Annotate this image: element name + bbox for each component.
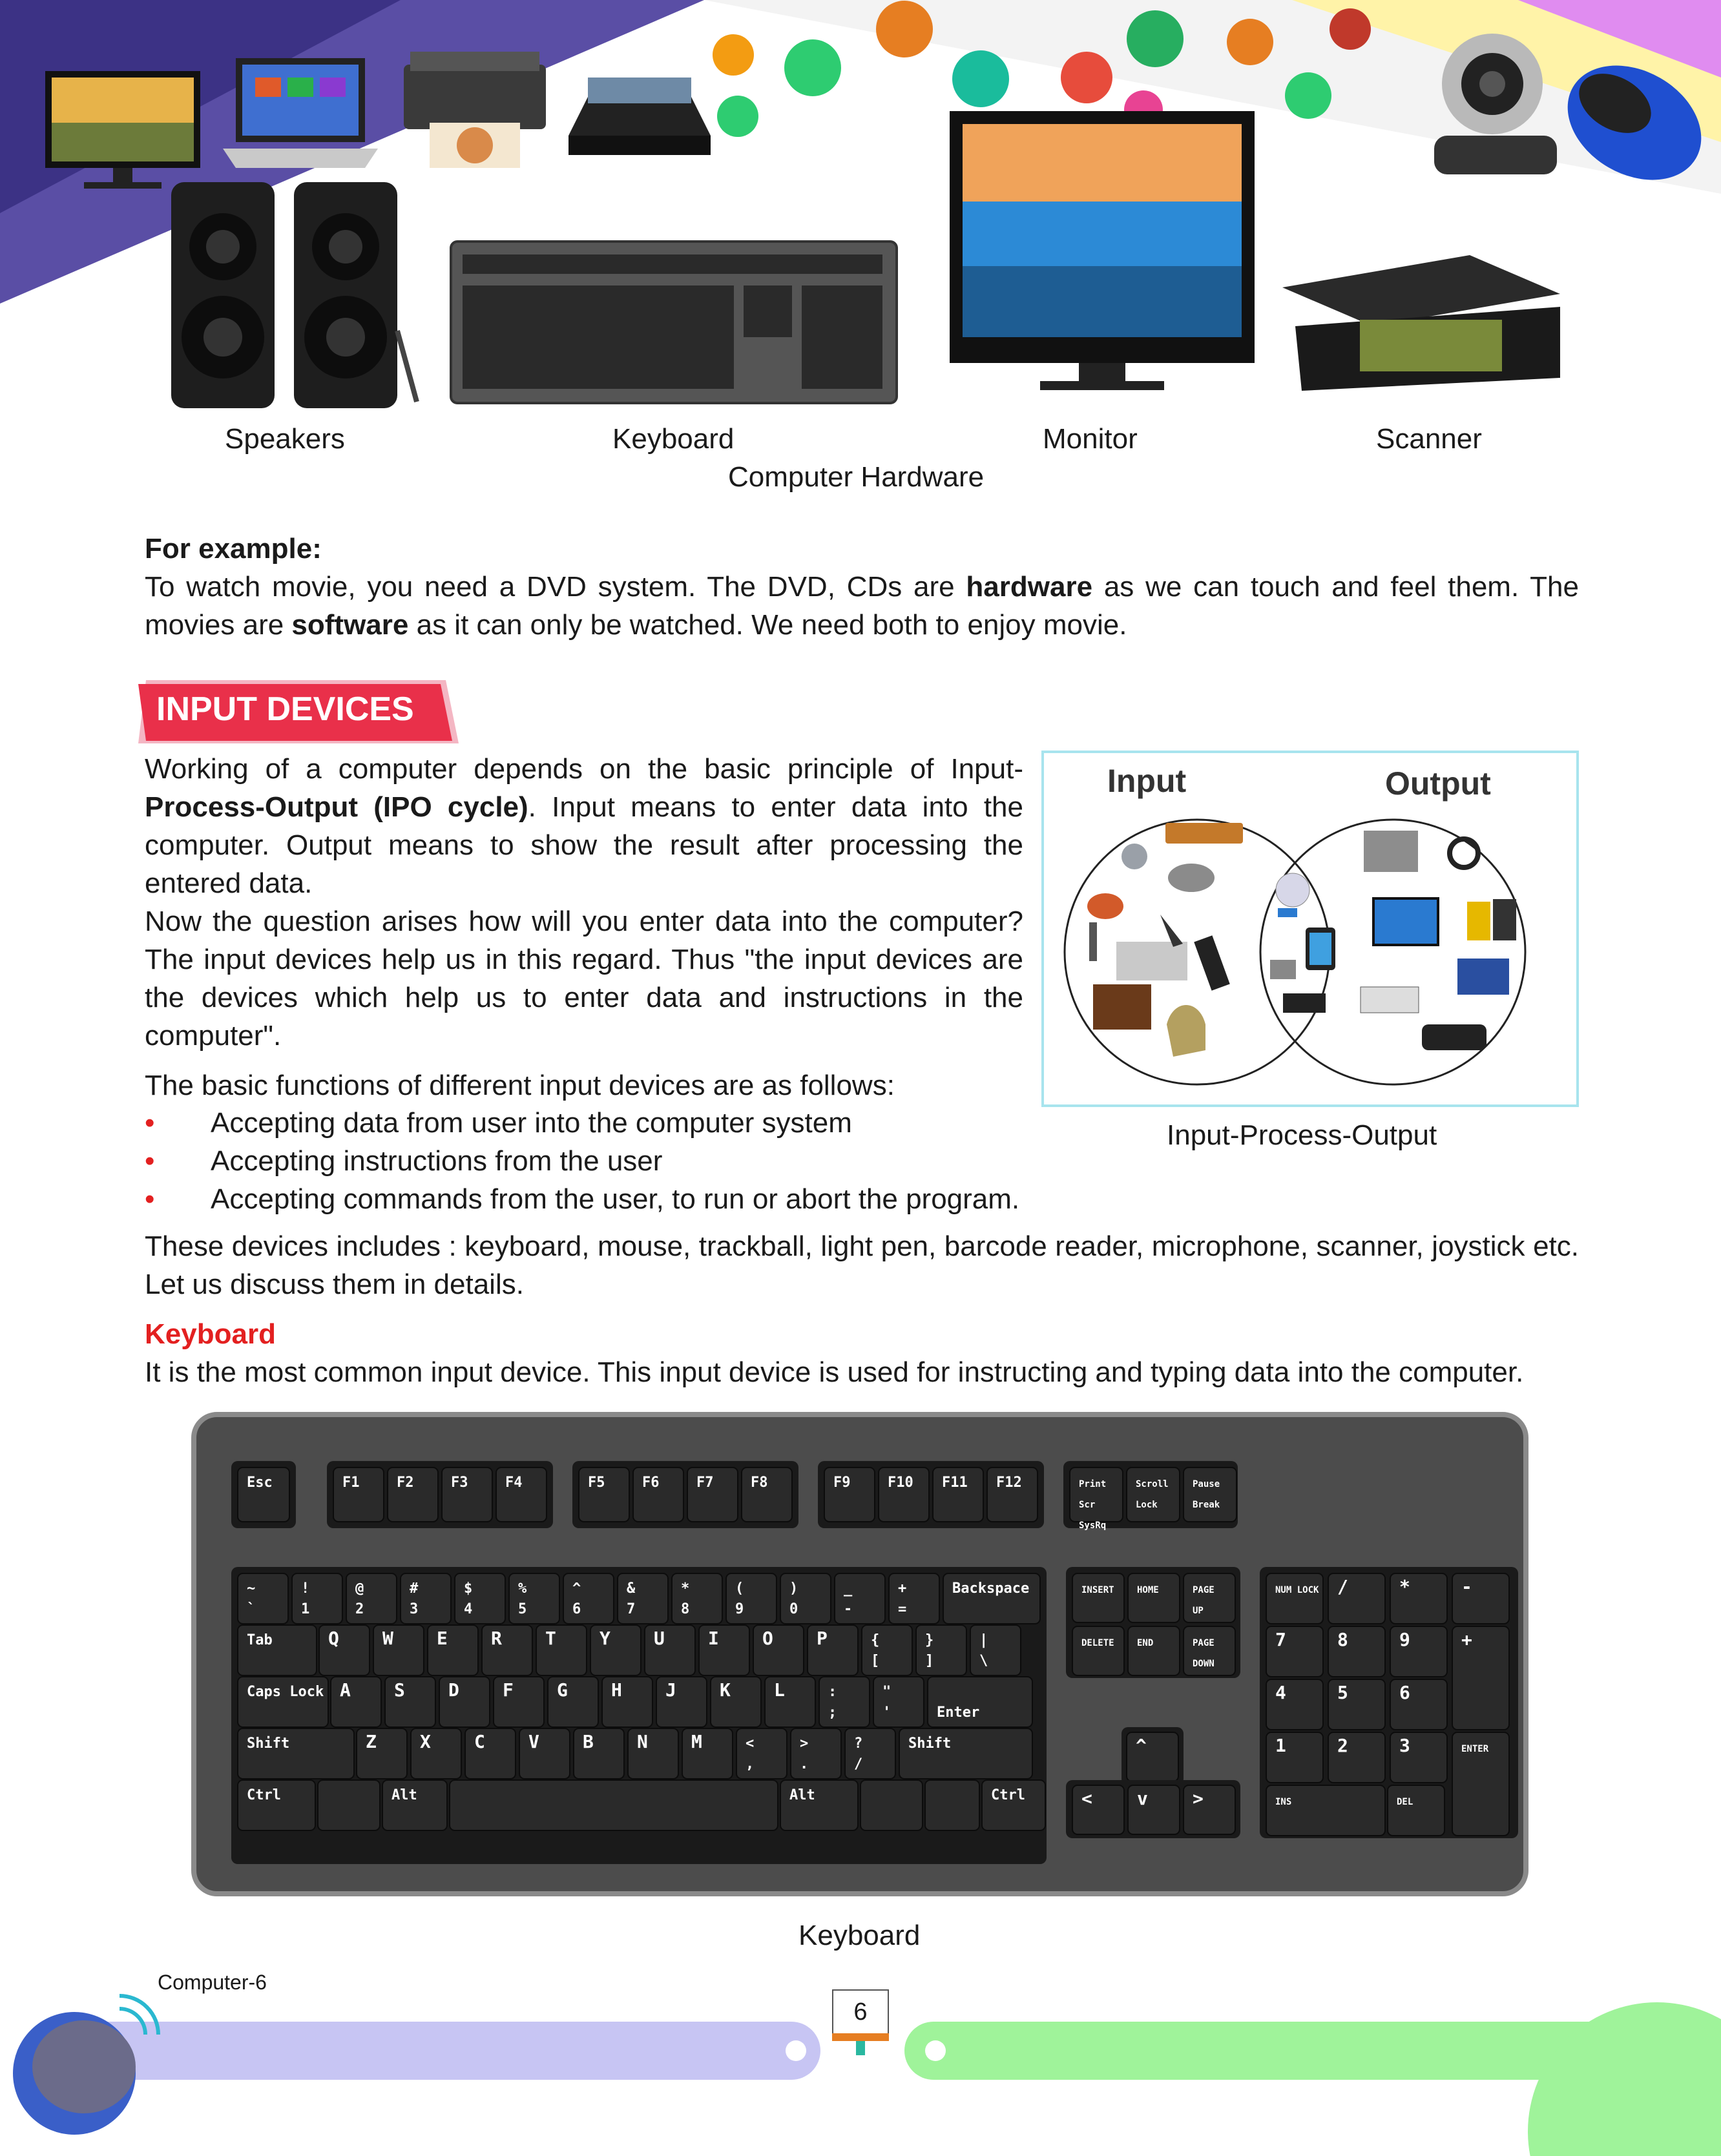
key-nav-5-label: PAGE bbox=[1193, 1638, 1215, 1648]
key-num-12-label: = bbox=[898, 1601, 907, 1617]
keyboard-heading: Keyboard bbox=[145, 1318, 276, 1350]
key-numpad-5-label: 8 bbox=[1337, 1629, 1348, 1650]
key-num-11 bbox=[835, 1573, 885, 1624]
key-l bbox=[765, 1677, 815, 1727]
key-arrow-up bbox=[1127, 1732, 1178, 1781]
key-num-12 bbox=[889, 1573, 939, 1624]
key-num-6-label: 6 bbox=[572, 1601, 581, 1617]
key-shift-right-label: Shift bbox=[908, 1736, 952, 1752]
mouse-icon bbox=[1227, 19, 1273, 65]
key-numpad-del-label: DEL bbox=[1397, 1797, 1413, 1807]
key-nav-1-label: HOME bbox=[1137, 1585, 1159, 1595]
key-e-label: E bbox=[437, 1628, 448, 1649]
key-sym-z-1-label: . bbox=[800, 1756, 809, 1772]
key-num-3-label: # bbox=[410, 1581, 419, 1597]
lightpen-device-icon bbox=[1089, 922, 1097, 961]
key-nav-2-label: UP bbox=[1193, 1606, 1204, 1616]
ipo-output-label: Output bbox=[1385, 765, 1491, 802]
intro-paragraph: Working of a computer depends on the basic principle of Input-Process-Output (IPO cycle). Input means to enter data into the computer. Output means to show the result after processing the entered data. bbox=[145, 753, 1024, 899]
key-win-right bbox=[860, 1780, 923, 1830]
key-f1-label: F1 bbox=[342, 1475, 360, 1491]
key-r-label: R bbox=[491, 1628, 502, 1649]
key-l-label: L bbox=[774, 1679, 785, 1701]
key-ctrl-right-label: Ctrl bbox=[991, 1787, 1025, 1803]
key-f8-label: F8 bbox=[751, 1475, 768, 1491]
chart-icon bbox=[717, 96, 758, 137]
example-block bbox=[145, 530, 1579, 644]
key-numpad-8-label: 4 bbox=[1275, 1682, 1286, 1703]
key-g-label: G bbox=[557, 1679, 568, 1701]
key-sym-z-2 bbox=[845, 1728, 895, 1779]
key-num-3 bbox=[401, 1573, 451, 1624]
plotter-device-icon bbox=[1361, 987, 1419, 1013]
key-num-3-label: 3 bbox=[410, 1601, 419, 1617]
key-nav-1 bbox=[1128, 1573, 1180, 1622]
scanner-device-icon bbox=[1093, 984, 1151, 1030]
functions-list bbox=[145, 1104, 1049, 1218]
keyboard-caption: Keyboard bbox=[798, 1920, 921, 1951]
key-i bbox=[699, 1625, 749, 1675]
speaker-device-icon bbox=[1493, 899, 1516, 940]
key-num-9-label: ( bbox=[735, 1581, 744, 1597]
key-f6-label: F6 bbox=[642, 1475, 660, 1491]
key-sym-z-2-label: ? bbox=[854, 1736, 863, 1752]
key-num-12-label: + bbox=[898, 1581, 907, 1597]
key-num-8 bbox=[672, 1573, 722, 1624]
touchpad-device-icon bbox=[1116, 942, 1187, 980]
key-num-5 bbox=[509, 1573, 559, 1624]
key-enter-label: Enter bbox=[937, 1705, 980, 1721]
key-num-2-label: @ bbox=[355, 1581, 364, 1597]
key-win-left bbox=[318, 1780, 380, 1830]
key-nav-0-label: INSERT bbox=[1081, 1585, 1114, 1595]
key-a bbox=[331, 1677, 381, 1727]
key-num-1 bbox=[292, 1573, 342, 1624]
usb-device-icon bbox=[1278, 908, 1297, 917]
upload-icon bbox=[876, 1, 933, 57]
question-paragraph: Now the question arises how will you enter data into the computer? The input devices help us in this regard. Thus "the input devices are the devices which help us to enter data and instructions in the computer". bbox=[145, 906, 1023, 1052]
key-z-label: Z bbox=[366, 1731, 377, 1752]
key-sys-0-label: Scr bbox=[1079, 1500, 1096, 1510]
key-numpad-del bbox=[1388, 1785, 1445, 1836]
scanner-image bbox=[1276, 249, 1573, 404]
monitor-device-icon bbox=[1373, 898, 1438, 945]
key-num-7 bbox=[618, 1573, 668, 1624]
keyboard-device-icon bbox=[1165, 823, 1243, 844]
key-num-7-label: & bbox=[627, 1581, 636, 1597]
key-arrow-2-label: > bbox=[1193, 1788, 1204, 1809]
key-sym-q-1-label: } bbox=[925, 1632, 934, 1648]
key-numpad-1-label: / bbox=[1337, 1576, 1348, 1597]
key-numpad-12-label: 2 bbox=[1337, 1735, 1348, 1756]
key-sym-z-0-label: , bbox=[746, 1756, 755, 1772]
key-o-label: O bbox=[762, 1628, 773, 1649]
laptop-image bbox=[216, 52, 384, 181]
key-num-11-label: _ bbox=[844, 1581, 853, 1597]
key-shift-left-label: Shift bbox=[247, 1736, 290, 1752]
caption-speakers: Speakers bbox=[225, 423, 345, 455]
key-f bbox=[494, 1677, 544, 1727]
key-sys-1-label: Scroll bbox=[1136, 1479, 1169, 1489]
key-num-1-label: 1 bbox=[301, 1601, 310, 1617]
key-num-1-label: ! bbox=[301, 1581, 310, 1597]
key-p-label: P bbox=[817, 1628, 828, 1649]
mouse-device-icon bbox=[1168, 864, 1215, 892]
key-f3-label: F3 bbox=[451, 1475, 468, 1491]
list-item: • Accepting data from user into the computer system bbox=[145, 1104, 1049, 1142]
key-sys-0 bbox=[1070, 1467, 1123, 1522]
key-num-10-label: 0 bbox=[789, 1601, 798, 1617]
key-m-label: M bbox=[691, 1731, 702, 1752]
key-n-label: N bbox=[637, 1731, 648, 1752]
projector-device-icon bbox=[1422, 1024, 1486, 1050]
key-x-label: X bbox=[420, 1731, 431, 1752]
key-num-0-label: ` bbox=[247, 1601, 256, 1617]
example-paragraph: To watch movie, you need a DVD system. The DVD, CDs are hardware as we can touch and feel them. The movies are software as it can only be watched. We need both to enjoy movie. bbox=[145, 571, 1579, 641]
key-f4-label: F4 bbox=[505, 1475, 523, 1491]
key-backspace-label: Backspace bbox=[952, 1581, 1030, 1597]
glove-device-icon bbox=[1167, 1005, 1205, 1057]
key-sym-z-2-label: / bbox=[854, 1756, 863, 1772]
key-v bbox=[519, 1728, 570, 1779]
monitor-image bbox=[950, 111, 1260, 395]
printer-device-icon bbox=[1364, 831, 1418, 872]
key-nav-4 bbox=[1128, 1626, 1180, 1675]
page-stand bbox=[832, 2033, 889, 2041]
key-q bbox=[319, 1625, 370, 1675]
keyboard-text: It is the most common input device. This input device is used for instructing and typing data into the computer. bbox=[145, 1356, 1524, 1388]
key-i-label: I bbox=[708, 1628, 719, 1649]
key-tab-label: Tab bbox=[247, 1632, 273, 1648]
bullet-icon: • bbox=[145, 1107, 155, 1139]
key-w bbox=[373, 1625, 424, 1675]
key-numpad-ins-label: INS bbox=[1275, 1797, 1292, 1807]
key-sys-0-label: SysRq bbox=[1079, 1520, 1107, 1531]
key-o bbox=[753, 1625, 804, 1675]
key-num-2 bbox=[346, 1573, 397, 1624]
key-num-7-label: 7 bbox=[627, 1601, 636, 1617]
key-space bbox=[450, 1780, 778, 1830]
key-d-label: D bbox=[448, 1679, 459, 1701]
mouse-image bbox=[1544, 39, 1718, 194]
keyboard-small-image bbox=[450, 240, 898, 404]
section-heading: INPUT DEVICES bbox=[156, 690, 414, 728]
key-sym-q-1-label: ] bbox=[925, 1653, 934, 1669]
laser-printer-device-icon bbox=[1457, 959, 1509, 995]
key-a-label: A bbox=[340, 1679, 351, 1701]
key-h bbox=[602, 1677, 652, 1727]
key-t-label: T bbox=[545, 1628, 556, 1649]
key-num-10-label: ) bbox=[789, 1581, 798, 1597]
key-sym-q-2-label: \ bbox=[979, 1653, 988, 1669]
key-sym-q-2-label: | bbox=[979, 1632, 988, 1648]
trackball-device-icon bbox=[1087, 893, 1123, 919]
caption-scanner: Scanner bbox=[1376, 423, 1482, 455]
key-sym-q-0 bbox=[862, 1625, 912, 1675]
functions-intro: The basic functions of different input devices are as follows: bbox=[145, 1070, 895, 1101]
key-r bbox=[482, 1625, 532, 1675]
key-x bbox=[411, 1728, 461, 1779]
gears-icon bbox=[1061, 52, 1112, 103]
key-n bbox=[628, 1728, 678, 1779]
key-menu bbox=[925, 1780, 979, 1830]
ipo-input-label: Input bbox=[1107, 763, 1187, 799]
key-u bbox=[645, 1625, 695, 1675]
speakers-image bbox=[165, 176, 423, 415]
key-d bbox=[439, 1677, 490, 1727]
key-u-label: U bbox=[654, 1628, 665, 1649]
key-nav-0 bbox=[1072, 1573, 1124, 1622]
globe-icon bbox=[784, 39, 841, 96]
monitor-small-image bbox=[39, 65, 207, 194]
key-num-4-label: 4 bbox=[464, 1601, 473, 1617]
key-sym-z-0-label: < bbox=[746, 1736, 755, 1752]
key-num-0-label: ~ bbox=[247, 1581, 256, 1597]
key-j bbox=[656, 1677, 707, 1727]
network-icon bbox=[1127, 10, 1184, 67]
key-numpad-4-label: 7 bbox=[1275, 1629, 1286, 1650]
key-q-label: Q bbox=[328, 1628, 339, 1649]
devices-paragraph: These devices includes : keyboard, mouse, trackball, light pen, barcode reader, microphone, scanner, joystick etc. Let us discuss them in details. bbox=[145, 1230, 1579, 1300]
bullet-icon: • bbox=[145, 1145, 155, 1177]
cd-device-icon bbox=[1276, 873, 1309, 907]
key-num-2-label: 2 bbox=[355, 1601, 364, 1617]
key-numpad-plus-label: + bbox=[1461, 1629, 1472, 1650]
folder-icon bbox=[1330, 8, 1371, 50]
key-m bbox=[682, 1728, 733, 1779]
key-arrow-1 bbox=[1128, 1785, 1180, 1834]
key-arrow-2 bbox=[1184, 1785, 1235, 1834]
list-item: • Accepting instructions from the user bbox=[145, 1142, 1049, 1180]
key-s bbox=[385, 1677, 435, 1727]
key-sys-2-label: Pause bbox=[1193, 1479, 1220, 1489]
key-sym-z-0 bbox=[736, 1728, 787, 1779]
key-num-8-label: 8 bbox=[681, 1601, 690, 1617]
key-nav-2-label: PAGE bbox=[1193, 1585, 1215, 1595]
key-sym-q-0-label: { bbox=[871, 1632, 880, 1648]
key-sym-a-0-label: : bbox=[828, 1684, 837, 1700]
key-num-5-label: % bbox=[518, 1581, 527, 1597]
flatbed-scanner-image bbox=[562, 58, 717, 174]
key-numpad-6-label: 9 bbox=[1399, 1629, 1410, 1650]
caption-computer-hardware: Computer Hardware bbox=[728, 461, 985, 493]
footer-book-title: Computer-6 bbox=[158, 1971, 267, 1994]
key-num-5-label: 5 bbox=[518, 1601, 527, 1617]
key-sys-1 bbox=[1127, 1467, 1180, 1522]
key-f5-label: F5 bbox=[588, 1475, 605, 1491]
key-s-label: S bbox=[394, 1679, 405, 1701]
key-esc-label: Esc bbox=[247, 1475, 273, 1491]
key-f9-label: F9 bbox=[833, 1475, 851, 1491]
key-num-8-label: * bbox=[681, 1581, 690, 1597]
key-alt-right-label: Alt bbox=[789, 1787, 815, 1803]
key-f10-label: F10 bbox=[888, 1475, 913, 1491]
chart-icon bbox=[1285, 72, 1331, 119]
ipo-figure bbox=[1041, 751, 1579, 1107]
key-sym-a-1-label: ' bbox=[882, 1705, 892, 1721]
key-numpad-9-label: 5 bbox=[1337, 1682, 1348, 1703]
mouse-icon bbox=[713, 34, 754, 76]
key-k bbox=[711, 1677, 761, 1727]
key-b bbox=[574, 1728, 624, 1779]
key-f12-label: F12 bbox=[996, 1475, 1022, 1491]
key-z bbox=[357, 1728, 407, 1779]
key-y bbox=[590, 1625, 641, 1675]
key-nav-3 bbox=[1072, 1626, 1124, 1675]
ipo-caption: Input-Process-Output bbox=[1167, 1119, 1437, 1151]
key-numpad-ins bbox=[1266, 1785, 1385, 1836]
speaker-device-icon bbox=[1467, 902, 1490, 940]
printer-image bbox=[391, 39, 559, 174]
bullet-icon: • bbox=[145, 1183, 155, 1215]
key-sys-1-label: Lock bbox=[1136, 1500, 1158, 1510]
key-ctrl-left-label: Ctrl bbox=[247, 1787, 281, 1803]
key-arrow-up-label: ^ bbox=[1136, 1735, 1147, 1756]
key-v-label: V bbox=[528, 1731, 539, 1752]
key-g bbox=[548, 1677, 598, 1727]
key-num-6-label: ^ bbox=[572, 1581, 581, 1597]
key-sym-z-1 bbox=[791, 1728, 841, 1779]
key-nav-4-label: END bbox=[1137, 1638, 1154, 1648]
key-h-label: H bbox=[611, 1679, 622, 1701]
key-nav-2 bbox=[1184, 1573, 1235, 1622]
key-j-label: J bbox=[665, 1679, 676, 1701]
key-num-10 bbox=[780, 1573, 831, 1624]
key-arrow-0-label: < bbox=[1081, 1788, 1092, 1809]
key-num-11-label: - bbox=[844, 1601, 853, 1617]
key-numpad-0 bbox=[1266, 1573, 1323, 1624]
key-alt-left-label: Alt bbox=[391, 1787, 417, 1803]
key-sym-q-0-label: [ bbox=[871, 1653, 880, 1669]
key-numpad-13-label: 3 bbox=[1399, 1735, 1410, 1756]
key-y-label: Y bbox=[600, 1628, 610, 1649]
key-sys-0-label: Print bbox=[1079, 1479, 1107, 1489]
key-sym-a-1-label: " bbox=[882, 1684, 892, 1700]
key-sym-a-1 bbox=[873, 1677, 924, 1727]
key-t bbox=[536, 1625, 587, 1675]
key-f7-label: F7 bbox=[696, 1475, 714, 1491]
webcam-device-icon bbox=[1121, 844, 1147, 869]
key-num-0 bbox=[238, 1573, 288, 1624]
caption-keyboard: Keyboard bbox=[612, 423, 735, 455]
key-numpad-enter-label: ENTER bbox=[1461, 1744, 1489, 1754]
key-sys-2-label: Break bbox=[1193, 1500, 1220, 1510]
key-num-9 bbox=[726, 1573, 777, 1624]
key-numpad-10-label: 6 bbox=[1399, 1682, 1410, 1703]
key-b-label: B bbox=[583, 1731, 594, 1752]
key-sym-a-0 bbox=[819, 1677, 870, 1727]
key-c-label: C bbox=[474, 1731, 485, 1752]
key-p bbox=[808, 1625, 858, 1675]
key-arrow-1-label: v bbox=[1137, 1788, 1148, 1809]
ipo-diagram bbox=[1044, 753, 1576, 1104]
page-stand-post bbox=[856, 2041, 865, 2055]
key-numpad-11-label: 1 bbox=[1275, 1735, 1286, 1756]
key-num-9-label: 9 bbox=[735, 1601, 744, 1617]
key-f2-label: F2 bbox=[397, 1475, 414, 1491]
key-nav-5-label: DOWN bbox=[1193, 1659, 1215, 1669]
keyboard-illustration bbox=[191, 1412, 1528, 1896]
key-sym-a-0-label: ; bbox=[828, 1705, 837, 1721]
page-number: 6 bbox=[832, 1989, 889, 2035]
key-f11-label: F11 bbox=[942, 1475, 968, 1491]
key-numpad-0-label: NUM LOCK bbox=[1275, 1585, 1319, 1595]
router-device-icon bbox=[1283, 993, 1326, 1013]
key-sys-2 bbox=[1184, 1467, 1236, 1522]
headphones-device-icon bbox=[1450, 839, 1478, 867]
key-c bbox=[465, 1728, 516, 1779]
at-sign-icon bbox=[952, 50, 1009, 107]
key-e bbox=[428, 1625, 478, 1675]
key-sym-q-2 bbox=[970, 1625, 1021, 1675]
key-sym-q-1 bbox=[916, 1625, 966, 1675]
key-num-4-label: $ bbox=[464, 1581, 473, 1597]
key-k-label: K bbox=[720, 1679, 731, 1701]
caption-monitor: Monitor bbox=[1043, 423, 1138, 455]
key-arrow-0 bbox=[1072, 1785, 1124, 1834]
key-sym-z-1-label: > bbox=[800, 1736, 809, 1752]
key-num-6 bbox=[563, 1573, 614, 1624]
key-caps-lock-label: Caps Lock bbox=[247, 1684, 324, 1700]
key-numpad-2-label: * bbox=[1399, 1576, 1410, 1597]
key-num-4 bbox=[455, 1573, 505, 1624]
key-numpad-3-label: - bbox=[1461, 1576, 1472, 1597]
key-w-label: W bbox=[382, 1628, 393, 1649]
example-heading: For example: bbox=[145, 533, 322, 565]
camera-device-icon bbox=[1270, 960, 1296, 979]
key-f-label: F bbox=[503, 1679, 514, 1701]
key-nav-3-label: DELETE bbox=[1081, 1638, 1114, 1648]
list-item: • Accepting commands from the user, to run or abort the program. bbox=[145, 1180, 1049, 1218]
